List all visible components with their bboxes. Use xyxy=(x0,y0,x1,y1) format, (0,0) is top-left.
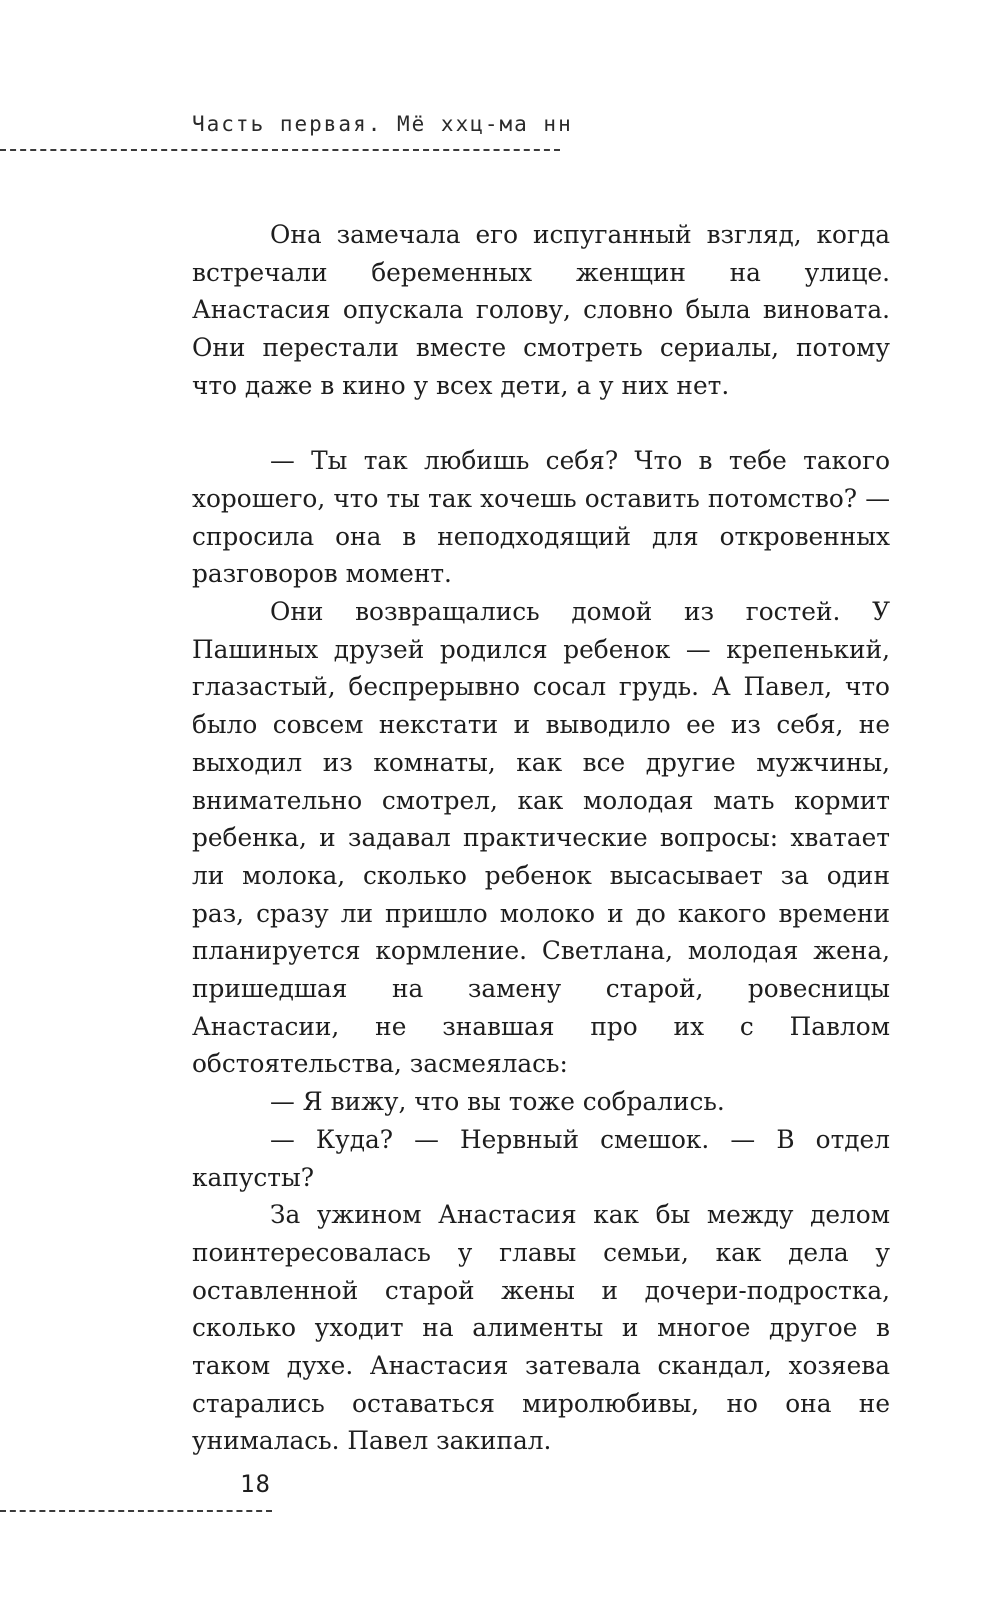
paragraph-5: — Куда? — Нервный смешок. — В отдел капусты? xyxy=(192,1124,890,1192)
page-number: 18 xyxy=(240,1470,271,1498)
paragraph-3: Они возвращались домой из гостей. У Пашиных друзей родился ребенок — крепенький, глазастый, беспрерывно сосал грудь. А Павел, что было совсем некстати и выводило ее из себя, не выходил из комнаты, как все другие мужчины, внимательно смотрел, как молодая мать кормит ребенка, и задавал практические вопросы: хватает ли молока, сколько ребенок высасывает за один раз, сразу ли пришло молоко и до какого времени планируется кормление. Светлана, молодая жена, пришедшая на замену старой, ровесницы Анастасии, не знавшая про их с Павлом обстоятельства, засмеялась: xyxy=(192,597,890,1079)
header-dashed-rule xyxy=(0,149,560,151)
paragraph-4: — Я вижу, что вы тоже собрались. xyxy=(270,1087,725,1117)
paragraph-1: Она замечала его испуганный взгляд, когда встречали беременных женщин на улице. Анастасия опускала голову, словно была виновата. Они перестали вместе смотреть сериалы, потому что даже в кино у всех дети, а у них нет. xyxy=(192,220,890,400)
footer-dashed-rule xyxy=(0,1510,272,1512)
paragraph-2: — Ты так любишь себя? Что в тебе такого хорошего, что ты так хочешь оставить потомство? — спросила она в неподходящий для откровенных разговоров момент. xyxy=(192,446,890,589)
main-text xyxy=(192,216,890,1460)
running-header: Часть первая. Мё ххц-ма нн xyxy=(192,112,573,136)
paragraph-6: За ужином Анастасия как бы между делом поинтересовалась у главы семьи, как дела у оставленной старой жены и дочери-подростка, сколько уходит на алименты и многое другое в таком духе. Анастасия затевала скандал, хозяева старались оставаться миролюбивы, но она не унималась. Павел закипал. xyxy=(192,1200,890,1456)
